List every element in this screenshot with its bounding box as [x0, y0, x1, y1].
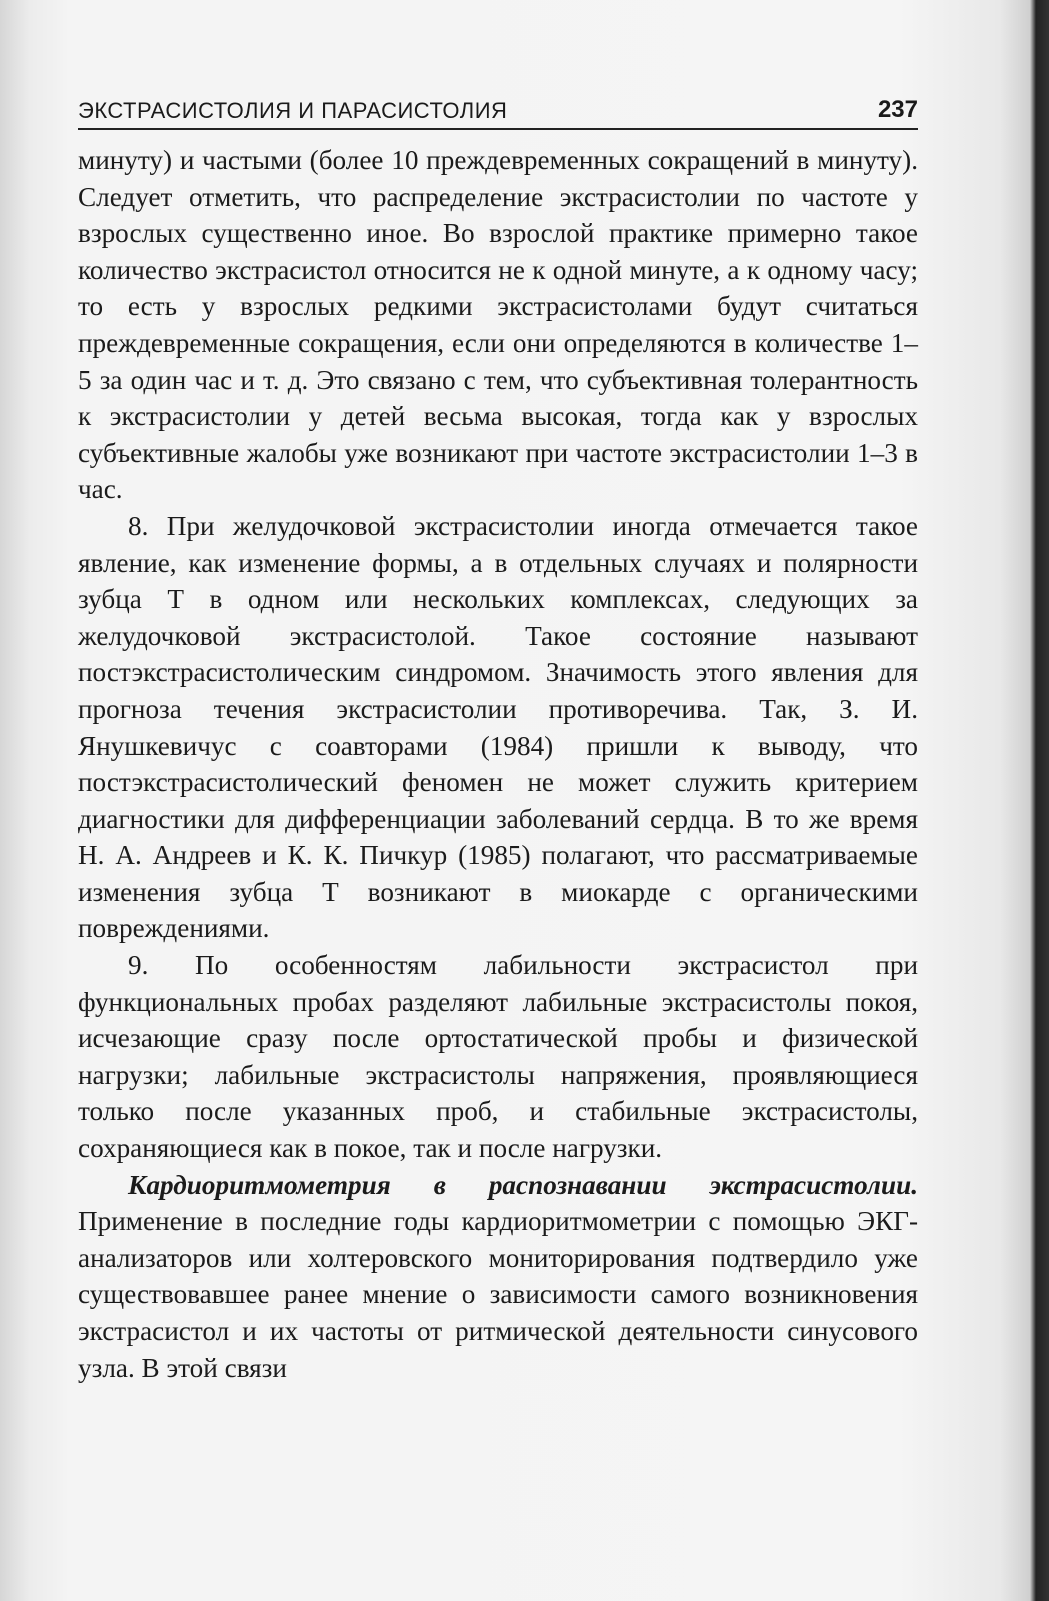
run-in-heading: Кардиоритмометрия в распознавании экстрасистолии.	[128, 1169, 918, 1200]
paragraph-item-8: 8. При желудочковой экстрасистолии иногда отмечается такое явление, как изменение формы, а в отдельных случаях и полярности зубца Т в одном или нескольких комплексах, следующих за желудочковой экстрасистолой. Такое состояние называют постэкстрасистолическим синдромом. Значимость этого явления для прогноза течения экстрасистолии противоречива. Так, З. И. Янушкевичус с соавторами (1984) пришли к выводу, что постэкстрасистолический феномен не может служить критерием диагностики для дифференциации заболеваний сердца. В то же время Н. А. Андреев и К. К. Пичкур (1985) полагают, что рассматриваемые изменения зубца Т возникают в миокарде с органическими повреждениями.	[78, 510, 918, 944]
running-title: ЭКСТРАСИСТОЛИЯ И ПАРАСИСТОЛИЯ	[78, 98, 508, 123]
page-number: 237	[877, 96, 918, 123]
paragraph-continuation: минуту) и частыми (более 10 преждевременных сокращений в минуту). Следует отметить, что распределение экстрасистолии по частоте у взрослых существенно иное. Во взрослой практике примерно такое количество экстрасистол относится не к одной минуте, а к одному часу; то есть у взрослых редкими экстрасистолами будут считаться преждевременные сокращения, если они определяются в количестве 1–5 за один час и т. д. Это связано с тем, что субъективная толерантность к экстрасистолии у детей весьма высокая, тогда как у взрослых субъективные жалобы уже возникают при частоте экстрасистолии 1–3 в час.	[78, 145, 918, 505]
section-text: Применение в последние годы кардиоритмометрии с помощью ЭКГ-анализаторов или холтеровского мониторирования подтвердило уже существовавшее ранее мнение о зависимости самого возникновения экстрасистол и их частоты от ритмической деятельности синусового узла. В этой связи	[78, 1206, 918, 1383]
section-paragraph	[78, 1167, 918, 1387]
paragraph-item-9: 9. По особенностям лабильности экстрасистол при функциональных пробах разделяют лабильные экстрасистолы покоя, исчезающие сразу после ортостатической пробы и физической нагрузки; лабильные экстрасистолы напряжения, проявляющиеся только после указанных проб, и стабильные экстрасистолы, сохраняющиеся как в покое, так и после нагрузки.	[78, 950, 918, 1164]
running-header	[78, 96, 918, 130]
body-text	[78, 142, 918, 1386]
book-page	[78, 96, 918, 1386]
